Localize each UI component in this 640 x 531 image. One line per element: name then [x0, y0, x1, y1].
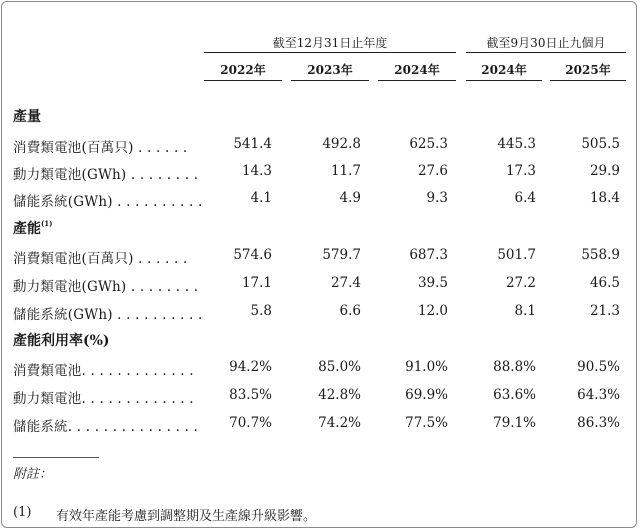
year-rule-2023: [291, 80, 369, 81]
row-value: 579.7: [322, 247, 361, 263]
group-rule-year: [204, 52, 456, 53]
section-title-output: 產量: [13, 109, 41, 125]
row-value: 27.2: [505, 275, 536, 291]
row-value: 6.4: [514, 190, 536, 206]
row-label: 動力類電池(GWh) . . . . . . . .: [13, 279, 199, 295]
row-value: 94.2%: [229, 359, 272, 375]
row-value: 70.7%: [229, 415, 272, 431]
row-value: 12.0: [417, 303, 448, 319]
year-rule-2024-nine: [466, 80, 542, 81]
row-value: 88.8%: [493, 359, 536, 375]
row-value: 501.7: [497, 247, 536, 263]
row-label: 消費類電池(百萬只) . . . . . .: [13, 140, 188, 156]
row-value: 90.5%: [577, 359, 620, 375]
row-value: 64.3%: [577, 387, 620, 403]
row-label: 動力類電池(GWh) . . . . . . . .: [13, 167, 199, 183]
row-value: 492.8: [322, 136, 361, 152]
row-value: 42.8%: [318, 387, 361, 403]
row-value: 79.1%: [493, 415, 536, 431]
row-value: 687.3: [409, 247, 448, 263]
year-rule-2025-nine: [550, 80, 626, 81]
year-rule-2022: [204, 80, 282, 81]
row-value: 11.7: [330, 163, 361, 179]
row-value: 574.6: [233, 247, 272, 263]
row-label: 動力類電池. . . . . . . . . . . . .: [13, 391, 194, 407]
row-label: 消費類電池(百萬只) . . . . . .: [13, 251, 188, 267]
row-label: 消費類電池. . . . . . . . . . . . .: [13, 363, 194, 379]
row-value: 29.9: [589, 163, 620, 179]
header-nine-month-group: 截至9月30日止九個月: [486, 36, 606, 50]
row-value: 541.4: [233, 136, 272, 152]
year-header-2024-nine: 2024年: [481, 63, 527, 77]
note-text: 有效年產能考慮到調整期及生產線升級影響。: [56, 509, 317, 524]
row-label: 儲能系統(GWh) . . . . . . . . . .: [13, 194, 203, 210]
row-value: 6.6: [339, 303, 361, 319]
row-value: 505.5: [581, 136, 620, 152]
row-value: 27.4: [330, 275, 361, 291]
section-title-capacity: 產能$^{(1)}$: [13, 219, 53, 237]
row-value: 83.5%: [229, 387, 272, 403]
row-value: 17.3: [505, 163, 536, 179]
row-value: 91.0%: [405, 359, 448, 375]
row-value: 8.1: [514, 303, 536, 319]
row-value: 14.3: [241, 163, 272, 179]
notes-heading: 附註：: [13, 467, 53, 482]
row-value: 69.9%: [405, 387, 448, 403]
row-value: 77.5%: [405, 415, 448, 431]
year-rule-2024: [378, 80, 456, 81]
row-value: 63.6%: [493, 387, 536, 403]
row-value: 74.2%: [318, 415, 361, 431]
row-value: 9.3: [426, 190, 448, 206]
notes-divider: [13, 457, 99, 458]
year-header-2024: 2024年: [394, 63, 440, 77]
group-rule-nine: [466, 52, 626, 53]
row-value: 46.5: [589, 275, 620, 291]
row-value: 39.5: [417, 275, 448, 291]
row-value: 21.3: [589, 303, 620, 319]
row-label: 儲能系統. . . . . . . . . . . . . . .: [13, 419, 199, 435]
row-value: 4.9: [339, 190, 361, 206]
footnote-marker: (1): [41, 219, 53, 228]
row-value: 558.9: [581, 247, 620, 263]
row-label: 儲能系統(GWh) . . . . . . . . . .: [13, 307, 203, 323]
row-value: 18.4: [589, 190, 620, 206]
year-header-2025-nine: 2025年: [565, 63, 611, 77]
row-value: 85.0%: [318, 359, 361, 375]
note-marker: (1): [13, 505, 32, 520]
year-header-2022: 2022年: [220, 63, 266, 77]
row-value: 17.1: [241, 275, 272, 291]
row-value: 445.3: [497, 136, 536, 152]
header-year-group: 截至12月31日止年度: [272, 36, 388, 50]
year-header-2023: 2023年: [307, 63, 353, 77]
row-value: 5.8: [250, 303, 272, 319]
row-value: 27.6: [417, 163, 448, 179]
section-title-utilization: 產能利用率(%): [13, 333, 110, 349]
row-value: 625.3: [409, 136, 448, 152]
row-value: 4.1: [250, 190, 272, 206]
row-value: 86.3%: [577, 415, 620, 431]
